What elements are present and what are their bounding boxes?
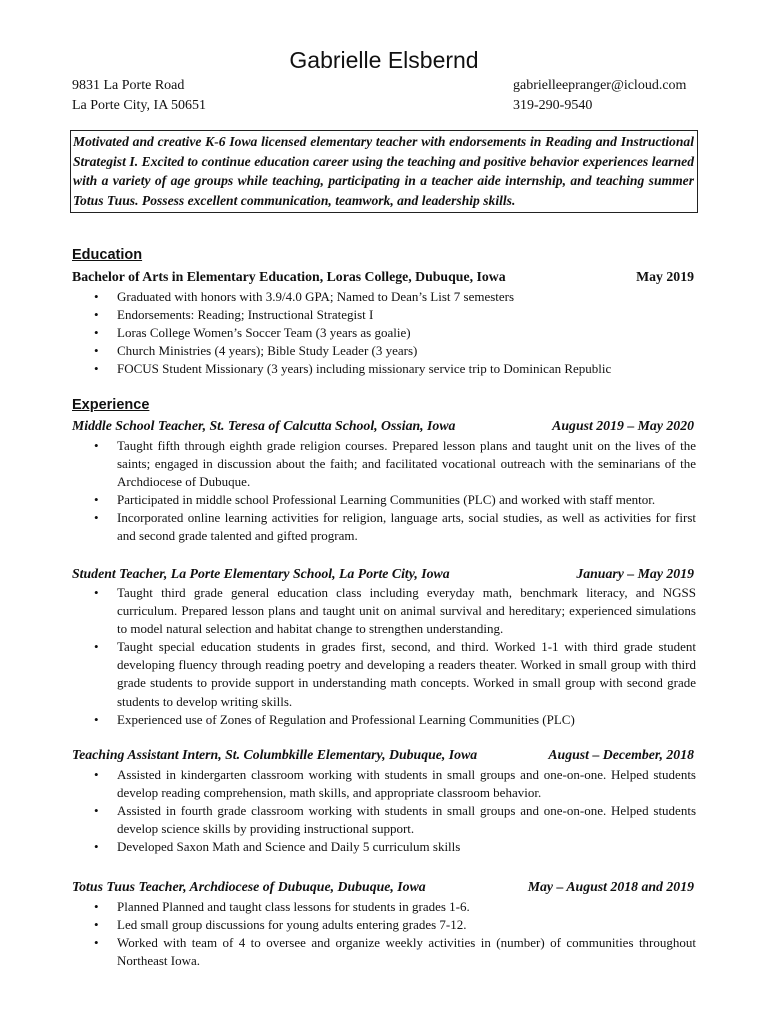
- phone: 319-290-9540: [513, 98, 593, 113]
- job-bullets: [72, 584, 696, 729]
- list-item: • Experienced use of Zones of Regulation and Professional Learning Communities (PLC): [72, 711, 696, 729]
- address-line-2: La Porte City, IA 50651: [72, 98, 207, 113]
- list-item: • Taught fifth through eighth grade religion courses. Prepared lesson plans and taught unit on the lives of the saints; engaged in discussion about the faith; and facilitated vocational outreach with the seminarians of the Archdiocese of Dubuque.: [72, 437, 696, 491]
- job-bullets: [72, 766, 696, 856]
- list-item: • Assisted in kindergarten classroom working with students in small groups and one-on-one. Helped students develop reading comprehension, math skills, and appropriate classroom behavior.: [72, 766, 696, 802]
- list-item: • Assisted in fourth grade classroom working with students in small groups and one-on-one. Helped students develop science skills by providing instructional support.: [72, 802, 696, 838]
- education-bullets: [72, 288, 696, 378]
- list-item: • Endorsements: Reading; Instructional Strategist I: [72, 306, 696, 324]
- degree-title: Bachelor of Arts in Elementary Education, Loras College, Dubuque, Iowa: [72, 269, 506, 284]
- list-item: • Church Ministries (4 years); Bible Study Leader (3 years): [72, 342, 696, 360]
- job-title: Middle School Teacher, St. Teresa of Calcutta School, Ossian, Iowa: [72, 418, 456, 433]
- job-row: [72, 879, 694, 895]
- experience-heading: Experience: [72, 397, 150, 413]
- list-item: • Incorporated online learning activities for religion, language arts, social studies, as well as activities for first and second grade talented and gifted program.: [72, 509, 696, 545]
- summary-box: Motivated and creative K-6 Iowa licensed elementary teacher with endorsements in Reading and Instructional Strategist I. Excited to continue education career using the teaching and positive behavior experiences learned with a variety of age groups while teaching, participating in a teacher aide internship, and teaching summer Totus Tuus. Possess excellent communication, teamwork, and leadership skills.: [70, 130, 698, 213]
- list-item: • Led small group discussions for young adults entering grades 7-12.: [72, 916, 696, 934]
- job-title: Teaching Assistant Intern, St. Columbkille Elementary, Dubuque, Iowa: [72, 747, 478, 762]
- job-bullets: [72, 898, 696, 970]
- job-date: August 2019 – May 2020: [552, 418, 694, 433]
- job-bullets: [72, 437, 696, 546]
- job-row: [72, 566, 694, 582]
- list-item: • FOCUS Student Missionary (3 years) including missionary service trip to Dominican Republic: [72, 360, 696, 378]
- contact-block: [513, 76, 686, 116]
- list-item: • Taught third grade general education class including everyday math, benchmark literacy, and NGSS curriculum. Prepared lesson plans and taught unit on animal survival and hereditary; experienced simulations to model natural selection and habitat change to strengthen understanding.: [72, 584, 696, 638]
- job-date: January – May 2019: [576, 566, 694, 581]
- list-item: • Developed Saxon Math and Science and Daily 5 curriculum skills: [72, 838, 696, 856]
- job-row: [72, 418, 694, 434]
- list-item: • Participated in middle school Professional Learning Communities (PLC) and worked with staff mentor.: [72, 491, 696, 509]
- list-item: • Planned Planned and taught class lessons for students in grades 1-6.: [72, 898, 696, 916]
- list-item: • Graduated with honors with 3.9/4.0 GPA; Named to Dean’s List 7 semesters: [72, 288, 696, 306]
- job-date: August – December, 2018: [548, 747, 694, 762]
- job-title: Totus Tuus Teacher, Archdiocese of Dubuque, Dubuque, Iowa: [72, 879, 426, 894]
- degree-date: May 2019: [636, 269, 694, 284]
- education-degree-row: [72, 269, 694, 285]
- list-item: • Loras College Women’s Soccer Team (3 years as goalie): [72, 324, 696, 342]
- address-line-1: 9831 La Porte Road: [72, 78, 185, 93]
- email: gabrielleepranger@icloud.com: [513, 78, 687, 93]
- list-item: • Worked with team of 4 to oversee and organize weekly activities in (number) of communities throughout Northeast Iowa.: [72, 934, 696, 970]
- list-item: • Taught special education students in grades first, second, and third. Worked 1-1 with third grade student developing fluency through reading poetry and developing a readers theater. Worked in small group with third grade students to provide support in understanding math concepts. Worked in small group with second grade students to develop writing skills.: [72, 638, 696, 710]
- education-heading: Education: [72, 247, 143, 263]
- job-title: Student Teacher, La Porte Elementary School, La Porte City, Iowa: [72, 566, 450, 581]
- job-row: [72, 747, 694, 763]
- candidate-name: Gabrielle Elsbernd: [289, 47, 479, 73]
- address-block: [72, 76, 206, 116]
- job-date: May – August 2018 and 2019: [527, 879, 694, 894]
